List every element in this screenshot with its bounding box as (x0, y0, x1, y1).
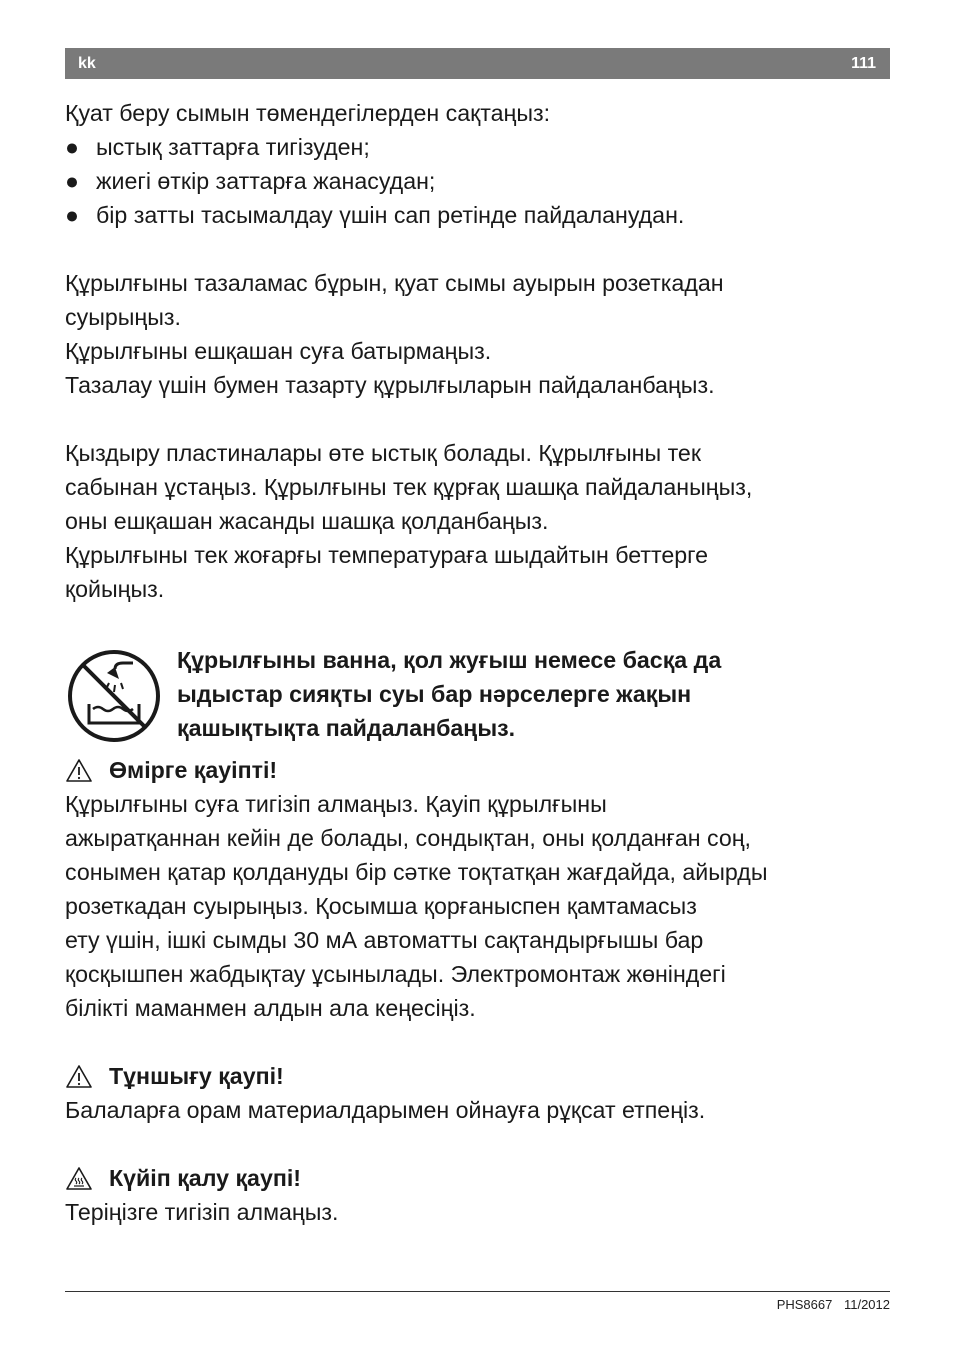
hot-surface-warning-icon (65, 1166, 109, 1191)
language-code: kk (78, 55, 96, 72)
list-item (65, 130, 895, 164)
water-notice (65, 643, 895, 753)
hot-plates-line: Қыздыру пластиналары өте ыстық болады. Құрылғыны тек (65, 440, 701, 466)
notice-line: қашықтықта пайдаланбаңыз. (177, 715, 516, 741)
header-bar (65, 48, 890, 79)
no-water-bath-icon (65, 643, 177, 753)
cleaning-line: Тазалау үшін бумен тазарту құрылғыларын пайдаланбаңыз. (65, 372, 715, 398)
danger-life-line: білікті маманмен алдын ала кеңесіңіз. (65, 995, 476, 1021)
bullet-icon: ● (65, 168, 80, 194)
danger-burn-title: Күйіп қалу қаупі! (109, 1165, 302, 1191)
danger-life-line: ету үшін, ішкі сымды 30 мА автоматты сақтандырғышы бар (65, 927, 704, 953)
danger-suffocation-heading (65, 1059, 895, 1093)
danger-life-line: розеткадан суырыңыз. Қосымша қорғаныспен қамтамасыз (65, 893, 697, 919)
hot-plates-line: сабынан ұстаңыз. Құрылғыны тек құрғақ шашқа пайдаланыңыз, (65, 474, 753, 500)
danger-life-line: Құрылғыны суға тигізіп алмаңыз. Қауіп құрылғыны (65, 791, 607, 817)
notice-line: ыдыстар сияқты суы бар нәрселерге жақын (177, 681, 692, 707)
danger-burn-heading (65, 1161, 895, 1195)
list-item (65, 164, 895, 198)
page-content (65, 96, 895, 1229)
hot-plates-line: қойыңыз. (65, 576, 165, 602)
footer-divider (65, 1291, 890, 1292)
hot-plates-line: Құрылғыны тек жоғарғы температураға шыдайтын беттерге (65, 542, 708, 568)
bullet-text: жиегі өткір заттарға жанасудан; (96, 168, 436, 194)
danger-life-line: сонымен қатар қолдануды бір сәтке тоқтатқан жағдайда, айырды (65, 859, 768, 885)
footer (769, 1297, 890, 1312)
bullet-text: ыстық заттарға тигізуден; (96, 134, 370, 160)
cleaning-line: Құрылғыны ешқашан суға батырмаңыз. (65, 338, 492, 364)
bullet-icon: ● (65, 134, 80, 160)
danger-burn-line: Теріңізге тигізіп алмаңыз. (65, 1199, 339, 1225)
publication-date: 11/2012 (843, 1297, 890, 1312)
danger-life-line: ажыратқаннан кейін де болады, сондықтан, оны қолданған соң, (65, 825, 752, 851)
warning-triangle-icon (65, 1064, 109, 1089)
cord-intro: Қуат беру сымын төмендегілерден сақтаңыз: (65, 100, 551, 126)
list-item (65, 198, 895, 232)
hot-plates-line: оны ешқашан жасанды шашқа қолданбаңыз. (65, 508, 549, 534)
notice-line: Құрылғыны ванна, қол жуғыш немесе басқа да (177, 647, 722, 673)
danger-life-heading (65, 753, 895, 787)
danger-suffocation-line: Балаларға орам материалдарымен ойнауға рұқсат етпеңіз. (65, 1097, 706, 1123)
page-number: 111 (851, 55, 876, 72)
warning-triangle-icon (65, 758, 109, 783)
danger-life-line: қосқышпен жабдықтау ұсынылады. Электромонтаж жөніндегі (65, 961, 726, 987)
danger-life-title: Өмірге қауіпті! (109, 757, 278, 783)
model-number: PHS8667 (776, 1297, 833, 1312)
cleaning-line: Құрылғыны тазаламас бұрын, қуат сымы ауырын розеткадан (65, 270, 724, 296)
bullet-text: бір затты тасымалдау үшін сап ретінде пайдаланудан. (96, 202, 685, 228)
cleaning-line: суырыңыз. (65, 304, 181, 330)
bullet-icon: ● (65, 202, 80, 228)
danger-suffocation-title: Тұншығу қаупі! (109, 1063, 284, 1089)
